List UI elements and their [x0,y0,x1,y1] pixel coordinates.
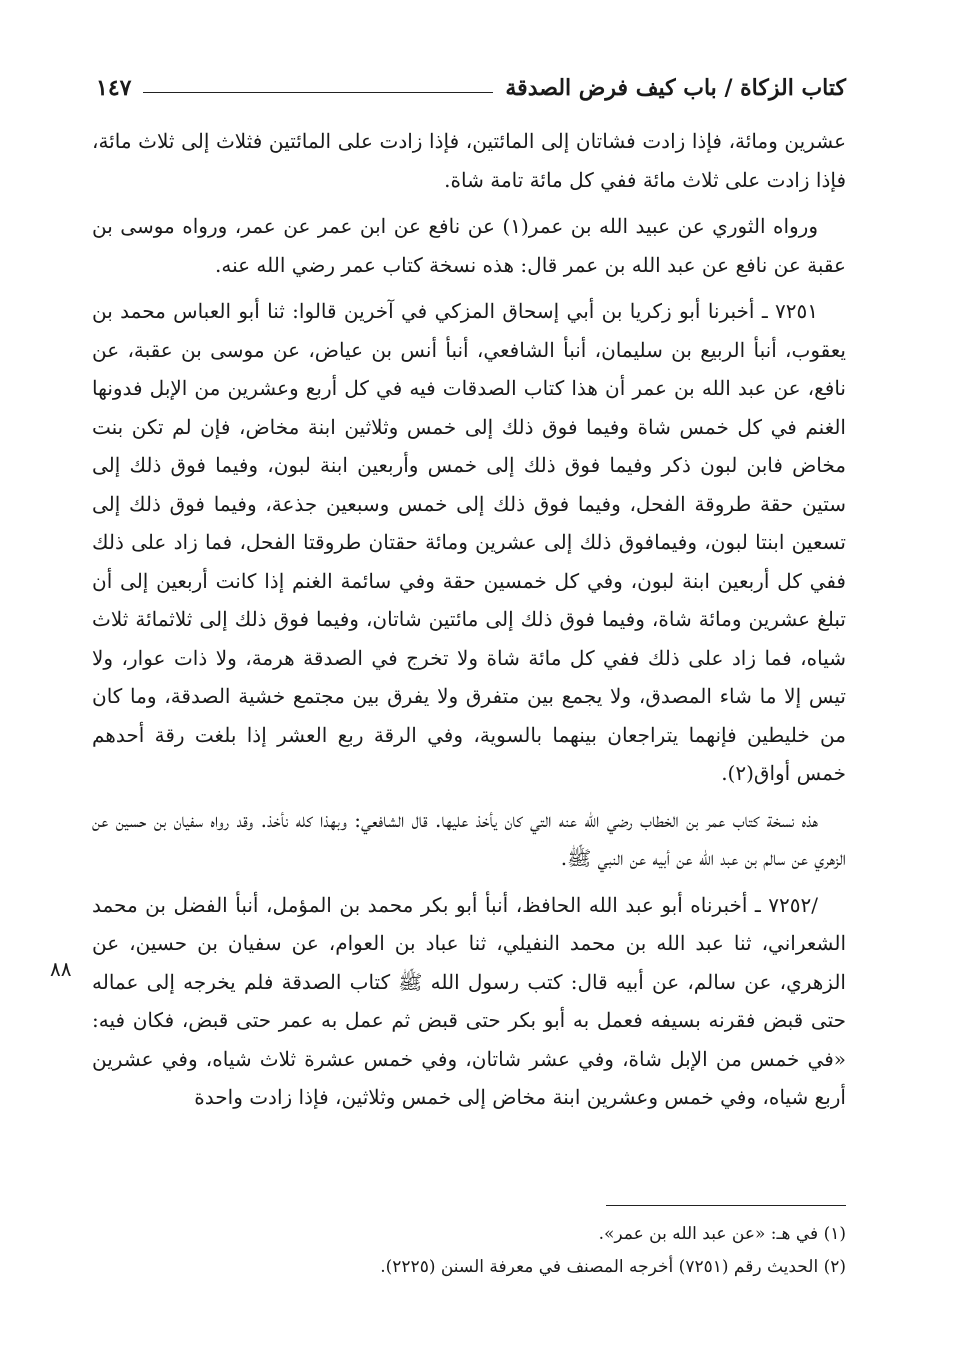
footnote-1: (١) في هـ: «عن عبد الله بن عمر». [598,1224,846,1244]
main-text [92,122,846,1117]
margin-folio-number: ٨٨ [50,957,72,981]
running-title: كتاب الزكاة / باب كيف فرض الصدقة [505,75,846,101]
paragraph-shafii-comment: هذه نسخة كتاب عمر بن الخطاب رضي الله عنه التي كان يأخذ عليها. قال الشافعي: وبهذا كله نأخذ. وقد رواه سفيان بن حسين عن الزهري عن سالم بن عبد الله عن أبيه عن النبي ﷺ. [92,807,846,870]
header-rule [143,92,493,93]
page-number: ١٤٧ [96,75,132,101]
footnote-2: (٢) الحديث رقم (٧٢٥١) أخرجه المصنف في معرفة السنن (٢٢٢٥). [380,1257,846,1277]
footnotes [92,1218,846,1284]
footnote-rule [606,1205,846,1206]
hadith-7252: /٧٢٥٢ ـ أخبرناه أبو عبد الله الحافظ، أنبأ أبو بكر محمد بن المؤمل، أنبأ الفضل بن محمد الشعراني، ثنا عبد الله بن محمد النفيلي، ثنا عباد بن العوام، عن سفيان بن حسين، عن الزهري، عن سالم، عن أبيه قال: كتب رسول الله ﷺ كتاب الصدقة فلم يخرجه إلى عماله حتى قبض فقرنه بسيفه فعمل به أبو بكر حتى قبض ثم عمل به عمر حتى قبض، فكان فيه: «في خمس من الإبل شاة، وفي عشر شاتان، وفي خمس عشرة ثلاث شياه، وفي عشرين أربع شياه، وفي خمس وعشرين ابنة مخاض إلى خمس وثلاثين، فإذا زادت واحدة [92,892,846,1109]
paragraph-continuation: عشرين ومائة، فإذا زادت فشاتان إلى المائتين، فإذا زادت على المائتين فثلاث إلى ثلاث مائة، فإذا زادت على ثلاث مائة ففي كل مائة تامة شاة. [92,129,846,192]
running-header [96,68,846,108]
paragraph-thawri-narration: ورواه الثوري عن عبيد الله بن عمر(١) عن نافع عن ابن عمر عن عمر، ورواه موسى بن عقبة عن نافع عن عبد الله بن عمر قال: هذه نسخة كتاب عمر رضي الله عنه. [92,214,846,277]
hadith-7251: ٧٢٥١ ـ أخبرنا أبو زكريا بن أبي إسحاق المزكي في آخرين قالوا: ثنا أبو العباس محمد بن يعقوب، أنبأ الربيع بن سليمان، أنبأ الشافعي، أنبأ أنس بن عياض، عن موسى بن عقبة، عن نافع، عن عبد الله بن عمر أن هذا كتاب الصدقات فيه في كل أربع وعشرين من الإبل فدونها الغنم في كل خمس شاة وفيما فوق ذلك إلى خمس وثلاثين ابنة مخاض، فإن لم تكن بنت مخاض فابن لبون ذكر وفيما فوق ذلك إلى خمس وأربعين ابنة لبون، وفيما فوق ذلك إلى ستين حقة طروقة الفحل، وفيما فوق ذلك إلى خمس وسبعين جذعة، وفيما فوق ذلك إلى تسعين ابنتا لبون، وفيمافوق ذلك إلى عشرين ومائة حقتان طروقتا الفحل، فما زاد على ذلك ففي كل أربعين ابنة لبون، وفي كل خمسين حقة وفي سائمة الغنم إذا كانت أربعين إلى أن تبلغ عشرين ومائة شاة، وفيما فوق ذلك إلى مائتين شاتان، وفيما فوق ذلك إلى ثلاثمائة ثلاث شياه، فما زاد على ذلك ففي كل مائة شاة ولا تخرج في الصدقة هرمة، ولا ذات عوار، ولا تيس إلا ما شاء المصدق، ولا يجمع بين متفرق ولا يفرق بين مجتمع خشية الصدقة، وما كان من خليطين فإنهما يتراجعان بينهما بالسوية، وفي الرقة ربع العشر إذا بلغت رقة أحدهم خمس أواق(٢). [92,299,846,785]
